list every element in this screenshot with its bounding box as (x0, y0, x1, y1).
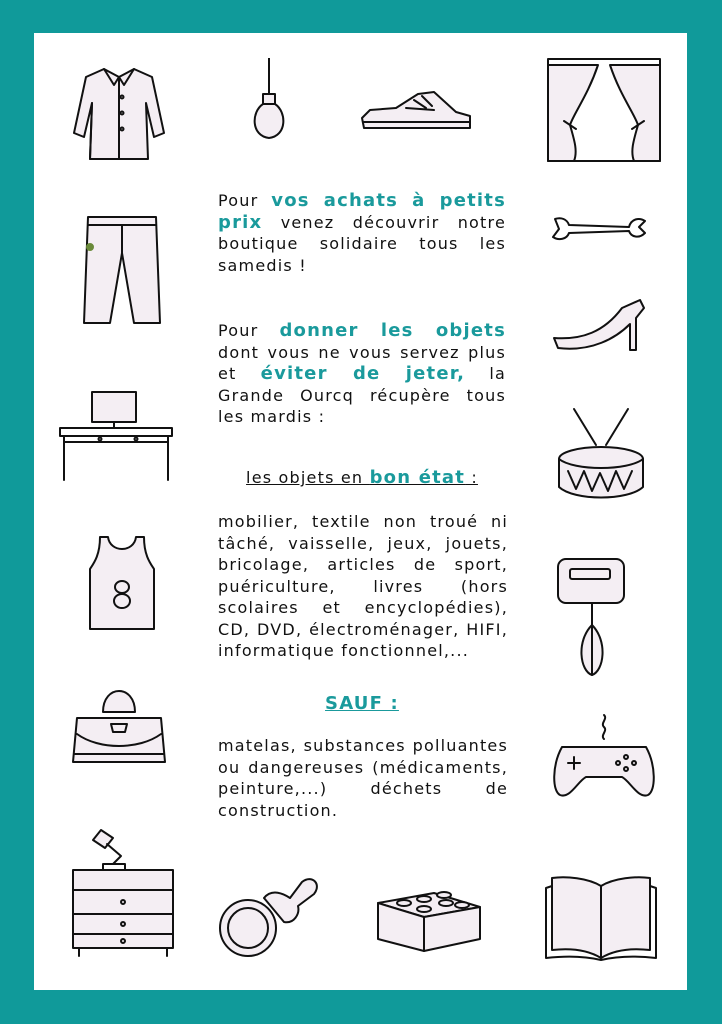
sneaker-icon (356, 88, 476, 138)
game-controller-icon (552, 711, 657, 811)
hand-mixer-icon (554, 555, 629, 680)
open-book-icon (544, 868, 659, 963)
shirt-icon (64, 63, 174, 163)
excluded-items-text: matelas, substances polluantes ou dangereuses (médicaments, peinture,...) déchets de construction. (218, 736, 508, 820)
intro-donate-text-1: dont vous ne vous servez plus et (218, 342, 506, 383)
dresser-lamp-icon (69, 828, 179, 958)
pacifier-icon (214, 868, 324, 963)
highlight-eviter-jeter: éviter de jeter, (260, 363, 466, 384)
good-state-heading (218, 467, 506, 489)
trousers-icon (74, 213, 169, 328)
handbag-icon (69, 678, 169, 768)
lego-brick-icon (374, 873, 484, 953)
desk-icon (56, 388, 176, 483)
accepted-items-text: mobilier, textile non troué ni tâché, vaisselle, jeux, jouets, bricolage, articles de sport, puériculture, livres (hors scolaires et encyclopédies), CD, DVD, électroménager, HIFI, informatique fonctionnel,... (218, 512, 508, 660)
good-state-label-a: les objets en (246, 468, 370, 487)
highlight-donner-objets: donner les objets (279, 320, 506, 341)
except-label: SAUF : (325, 693, 399, 714)
light-bulb-icon (249, 58, 289, 148)
intro-pour-1: Pour (218, 191, 272, 210)
excluded-items-list (218, 735, 508, 821)
drum-icon (554, 405, 649, 505)
intro-paragraph-donate (218, 320, 506, 428)
wrench-icon (549, 213, 649, 245)
highlight-vos-achats: vos achats à petits prix (218, 190, 507, 233)
intro-pour-2: Pour (218, 321, 280, 340)
curtains-icon (544, 55, 664, 165)
good-state-label (246, 468, 478, 487)
intro-shop-text: venez découvrir notre boutique solidaire tous les samedis ! (218, 212, 506, 275)
accepted-items-list (218, 511, 508, 662)
intro-donate-text-2: la Grande Ourcq récupère tous les mardis : (218, 364, 507, 426)
intro-paragraph-shop (218, 190, 506, 276)
except-heading (218, 693, 506, 715)
good-state-label-c: : (465, 468, 478, 487)
tank-top-icon (86, 533, 158, 633)
high-heel-icon (552, 298, 647, 353)
highlight-bon-etat: bon état (369, 467, 466, 488)
flyer-card (34, 33, 687, 990)
